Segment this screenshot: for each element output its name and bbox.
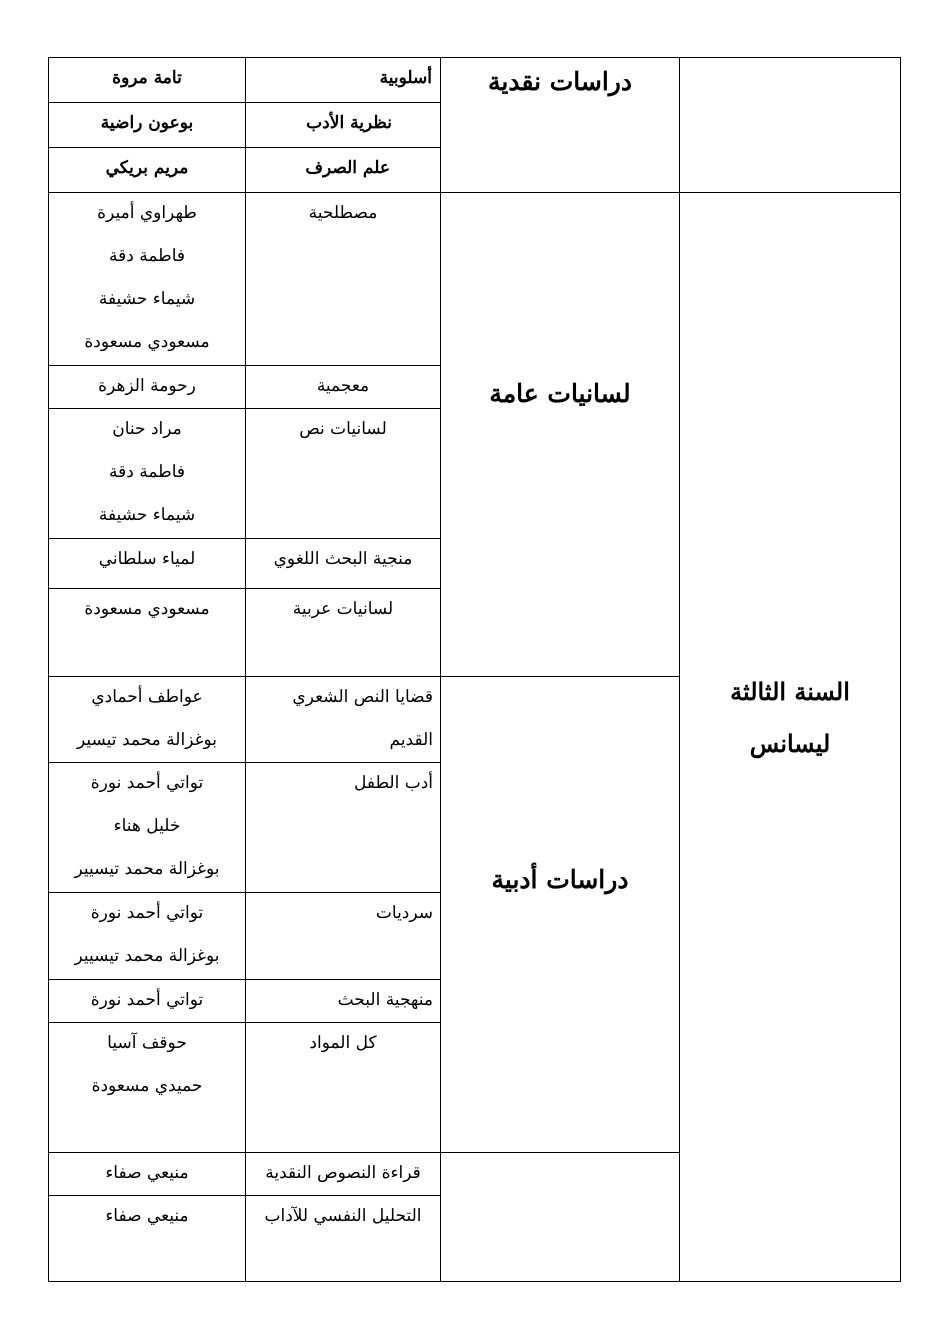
- column-divider-teachers: [245, 57, 246, 1282]
- subject-cell: أسلوبية: [379, 68, 432, 88]
- teacher-cell: [49, 192, 245, 364]
- teacher-name: طهراوي أميرة: [97, 203, 197, 223]
- teacher-name: تواتي أحمد نورة: [90, 773, 204, 793]
- teacher-name: لمياء سلطاني: [98, 549, 196, 569]
- teacher-name: عواطف أحمادي: [91, 687, 203, 707]
- teacher-name: تامة مروة: [112, 68, 182, 88]
- teacher-name: مريم بريكي: [105, 158, 189, 178]
- teacher-cell: [49, 1022, 245, 1108]
- subject-line: قضايا النص الشعري: [292, 687, 433, 707]
- teacher-name: شيماء حشيفة: [98, 505, 196, 525]
- subject-cell: مصطلحية: [308, 203, 378, 223]
- teacher-name: بوعون راضية: [100, 113, 194, 133]
- teacher-name: بوغزالة محمد تيسيير: [74, 946, 220, 966]
- teacher-name: بوغزالة محمد تيسيير: [74, 859, 220, 879]
- subject-cell: منجية البحث اللغوي: [273, 549, 413, 569]
- table-border-right: [900, 57, 901, 1282]
- teacher-name: فاطمة دقة: [109, 462, 185, 482]
- subject-cell: لسانيات نص: [299, 419, 387, 439]
- teacher-name: رحومة الزهرة: [98, 376, 196, 396]
- teacher-name: بوغزالة محمد تيسير: [77, 730, 217, 750]
- subject-cell: منهجية البحث: [337, 990, 433, 1010]
- year-label: [680, 666, 900, 770]
- subject-cell: معجمية: [316, 376, 370, 396]
- year-label-line1: السنة الثالثة: [730, 677, 850, 706]
- teacher-name: مراد حنان: [112, 419, 182, 439]
- teacher-name: تواتي أحمد نورة: [90, 990, 204, 1010]
- teacher-name: خليل هناء: [113, 816, 181, 836]
- subject-cell: نظرية الأدب: [306, 113, 392, 133]
- teacher-name: شيماء حشيفة: [98, 289, 196, 309]
- teacher-cell: [49, 762, 245, 891]
- year-label-line2: ليسانس: [749, 729, 831, 758]
- section-general-linguistics: لسانيات عامة: [489, 379, 631, 408]
- teacher-name: منيعي صفاء: [105, 1206, 189, 1226]
- teacher-cell: [49, 408, 245, 537]
- subject-cell: [250, 676, 433, 762]
- table-border-bottom: [48, 1281, 901, 1282]
- teacher-name: مسعودي مسعودة: [84, 332, 210, 352]
- teacher-name: فاطمة دقة: [109, 246, 185, 266]
- teacher-cell: [49, 892, 245, 978]
- subject-cell: سرديات: [375, 903, 433, 923]
- column-divider-subjects: [440, 57, 441, 1282]
- teacher-name: مسعودي مسعودة: [84, 599, 210, 619]
- subject-cell: علم الصرف: [305, 158, 390, 178]
- subject-cell: لسانيات عربية: [292, 599, 394, 619]
- teacher-name: تواتي أحمد نورة: [90, 903, 204, 923]
- section-literary-studies: دراسات أدبية: [491, 865, 629, 894]
- subject-cell: قراءة النصوص النقدية: [265, 1163, 421, 1183]
- subject-cell: كل المواد: [309, 1033, 377, 1053]
- section-critical-studies: دراسات نقدية: [487, 67, 633, 96]
- teacher-name: حميدي مسعودة: [91, 1076, 203, 1096]
- teacher-name: حوقف آسيا: [107, 1033, 187, 1053]
- subject-line: القديم: [389, 730, 433, 750]
- teacher-name: منيعي صفاء: [105, 1163, 189, 1183]
- teacher-cell: [49, 676, 245, 762]
- subject-cell: أدب الطفل: [353, 773, 433, 793]
- subject-cell: التحليل النفسي للآداب: [264, 1206, 422, 1226]
